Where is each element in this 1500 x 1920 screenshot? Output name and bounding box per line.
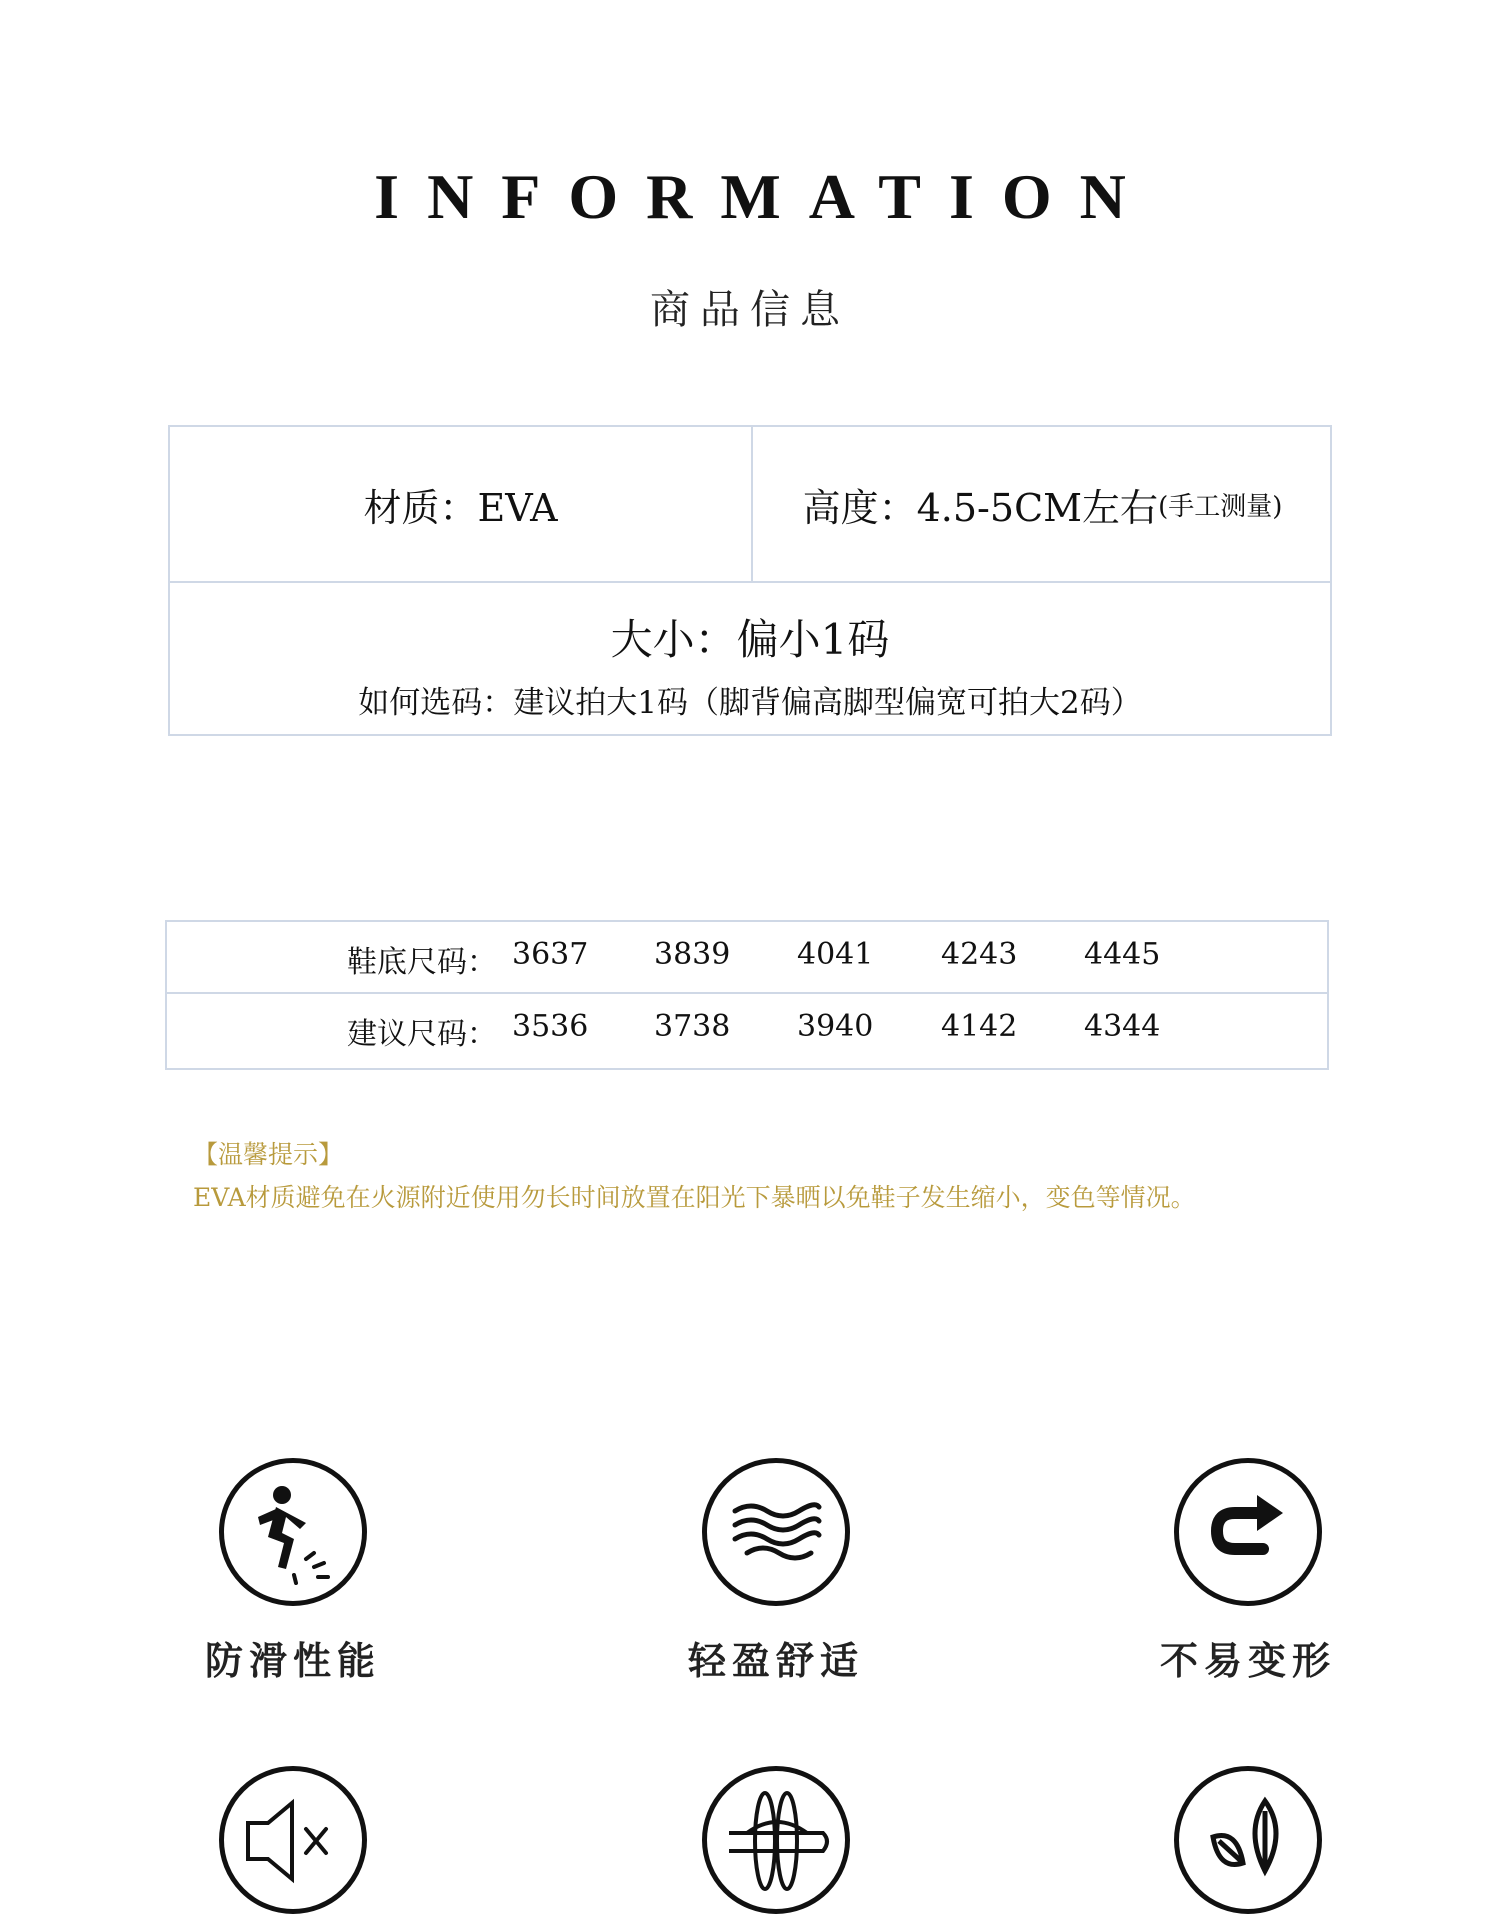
feature-lightweight [676,1458,876,1688]
feature-label: 防滑性能 [204,1639,381,1683]
mute-speaker-icon [219,1766,367,1914]
page-subtitle: 商品信息 [650,287,850,333]
size-value: 4142 [941,1009,1018,1044]
height-cell [753,427,1332,581]
tip-body: EVA材质避免在火源附近使用勿长时间放置在阳光下暴晒以免鞋子发生缩小，变色等情况。 [193,1183,1196,1212]
return-arrow-icon [1174,1458,1322,1606]
feature-eco [1148,1766,1348,1920]
size-row-label: 鞋底尺码： [347,945,497,980]
size-value: 3940 [797,1009,874,1044]
material-cell [170,427,751,581]
flexible-sole-icon [702,1766,850,1914]
size-value: 3738 [654,1009,731,1044]
size-value: 4041 [797,937,874,972]
size-value: 4445 [1084,937,1161,972]
anti-slip-icon [219,1458,367,1606]
material-text: 材质：EVA [363,485,558,530]
feature-label: 轻盈舒适 [687,1639,864,1683]
size-text: 大小：偏小1码 [610,615,890,664]
feature-flexible [676,1766,876,1920]
info-row-top [170,427,1330,583]
size-value: 4344 [1084,1009,1161,1044]
size-row-sole [167,922,1327,992]
feature-anti-slip [193,1458,393,1688]
size-value: 3839 [654,937,731,972]
size-advice: 如何选码：建议拍大1码（脚背偏高脚型偏宽可拍大2码） [358,685,1142,721]
feature-label: 不易变形 [1159,1639,1336,1683]
leaf-icon [1174,1766,1322,1914]
size-value: 4243 [941,937,1018,972]
waves-icon [702,1458,850,1606]
size-value: 3637 [512,937,589,972]
height-note: (手工测量) [1158,491,1283,522]
page-title: INFORMATION [374,161,1154,232]
feature-silent [193,1766,393,1920]
size-value: 3536 [512,1009,589,1044]
size-row-suggested [167,994,1327,1064]
size-row-label: 建议尺码： [347,1017,497,1052]
feature-no-deform [1148,1458,1348,1688]
height-text: 高度：4.5-5CM左右 [802,485,1159,530]
product-info-table [168,425,1332,736]
size-chart [165,920,1329,1070]
tip-title: 【温馨提示】 [193,1140,344,1169]
